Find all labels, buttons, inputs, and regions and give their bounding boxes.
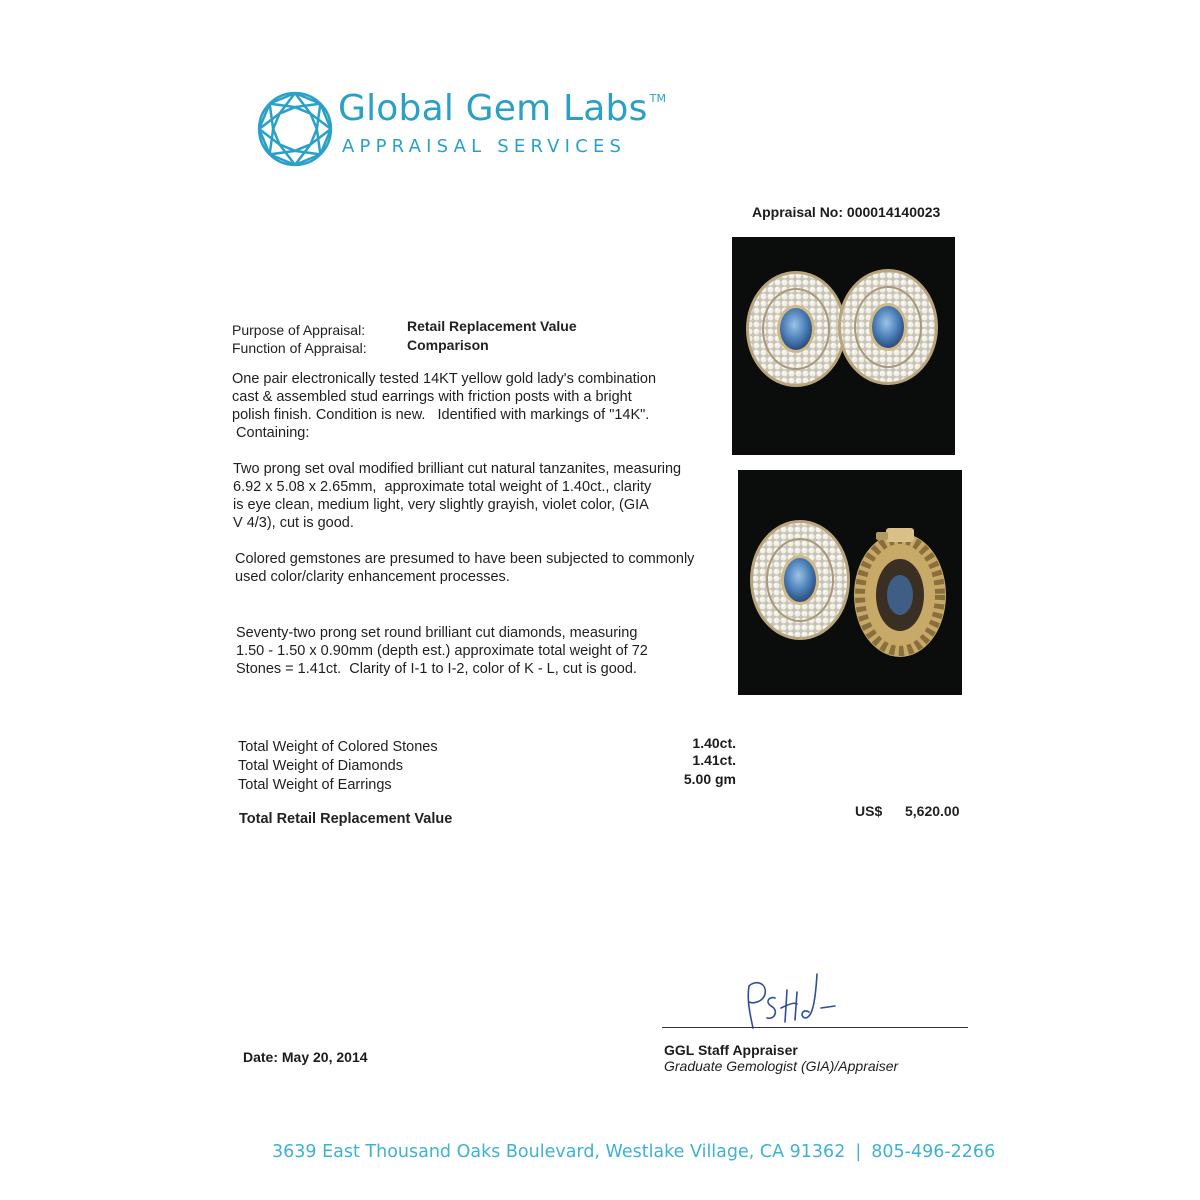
diamond-description	[236, 624, 716, 678]
brand-name-text: Global Gem Labs	[338, 88, 648, 129]
signature-line	[662, 1027, 968, 1028]
appraisal-number: Appraisal No: 000014140023	[752, 204, 941, 220]
footer-separator: |	[855, 1142, 862, 1162]
purpose-value: Retail Replacement Value	[407, 318, 577, 334]
tanzanite-line: Two prong set oval modified brilliant cut natural tanzanites, measuring	[233, 461, 682, 477]
total-diamonds-label: Total Weight of Diamonds	[238, 758, 403, 774]
appraiser-title: Graduate Gemologist (GIA)/Appraiser	[664, 1058, 899, 1074]
earrings-side-image	[738, 470, 962, 695]
total-earrings-label: Total Weight of Earrings	[238, 777, 392, 793]
diamond-line: Seventy-two prong set round brilliant cut diamonds, measuring	[236, 625, 638, 641]
diamond-line: Stones = 1.41ct. Clarity of I-1 to I-2, color of K - L, cut is good.	[236, 661, 637, 677]
diamond-line: 1.50 - 1.50 x 0.90mm (depth est.) approximate total weight of 72	[236, 643, 648, 659]
retail-value-label: Total Retail Replacement Value	[239, 811, 453, 827]
retail-amount: 5,620.00	[905, 803, 960, 819]
earrings-side-photo	[738, 470, 962, 695]
total-colored-value: 1.40ct.	[692, 735, 736, 751]
item-line: Containing:	[232, 425, 310, 441]
trademark-mark: TM	[649, 92, 667, 105]
tanzanite-line: 6.92 x 5.08 x 2.65mm, approximate total weight of 1.40ct., clarity	[233, 479, 652, 495]
retail-currency: US$	[855, 803, 883, 819]
tanzanite-line: V 4/3), cut is good.	[233, 515, 354, 531]
appraiser-name: GGL Staff Appraiser	[664, 1042, 798, 1058]
gem-logo-icon	[256, 90, 334, 168]
earrings-front-image	[732, 237, 955, 455]
footer-address: 3639 East Thousand Oaks Boulevard, Westlake Village, CA 91362	[272, 1142, 846, 1162]
treatment-disclosure	[235, 550, 725, 586]
item-line: One pair electronically tested 14KT yellow gold lady's combination	[232, 371, 657, 387]
brand-name	[338, 88, 666, 129]
item-description	[232, 370, 712, 442]
total-earrings-value: 5.00 gm	[683, 771, 736, 787]
earrings-front-photo	[732, 237, 955, 455]
function-label: Function of Appraisal:	[232, 340, 367, 356]
purpose-label: Purpose of Appraisal:	[232, 322, 366, 338]
footer-contact	[272, 1142, 995, 1162]
brand-subtitle: APPRAISAL SERVICES	[342, 136, 627, 157]
total-colored-label: Total Weight of Colored Stones	[238, 739, 438, 755]
footer-phone: 805-496-2266	[871, 1142, 996, 1162]
tanzanite-line: is eye clean, medium light, very slightly grayish, violet color, (GIA	[233, 497, 649, 513]
item-line: cast & assembled stud earrings with friction posts with a bright	[232, 389, 632, 405]
treatment-line: used color/clarity enhancement processes.	[235, 569, 510, 585]
appraisal-date: Date: May 20, 2014	[243, 1049, 368, 1065]
function-value: Comparison	[407, 337, 489, 353]
total-diamonds-value: 1.41ct.	[692, 752, 736, 768]
appraiser-signature-icon	[735, 968, 855, 1032]
item-line: polish finish. Condition is new. Identified with markings of "14K".	[232, 407, 650, 423]
treatment-line: Colored gemstones are presumed to have been subjected to commonly	[235, 551, 695, 567]
tanzanite-description	[233, 460, 713, 532]
